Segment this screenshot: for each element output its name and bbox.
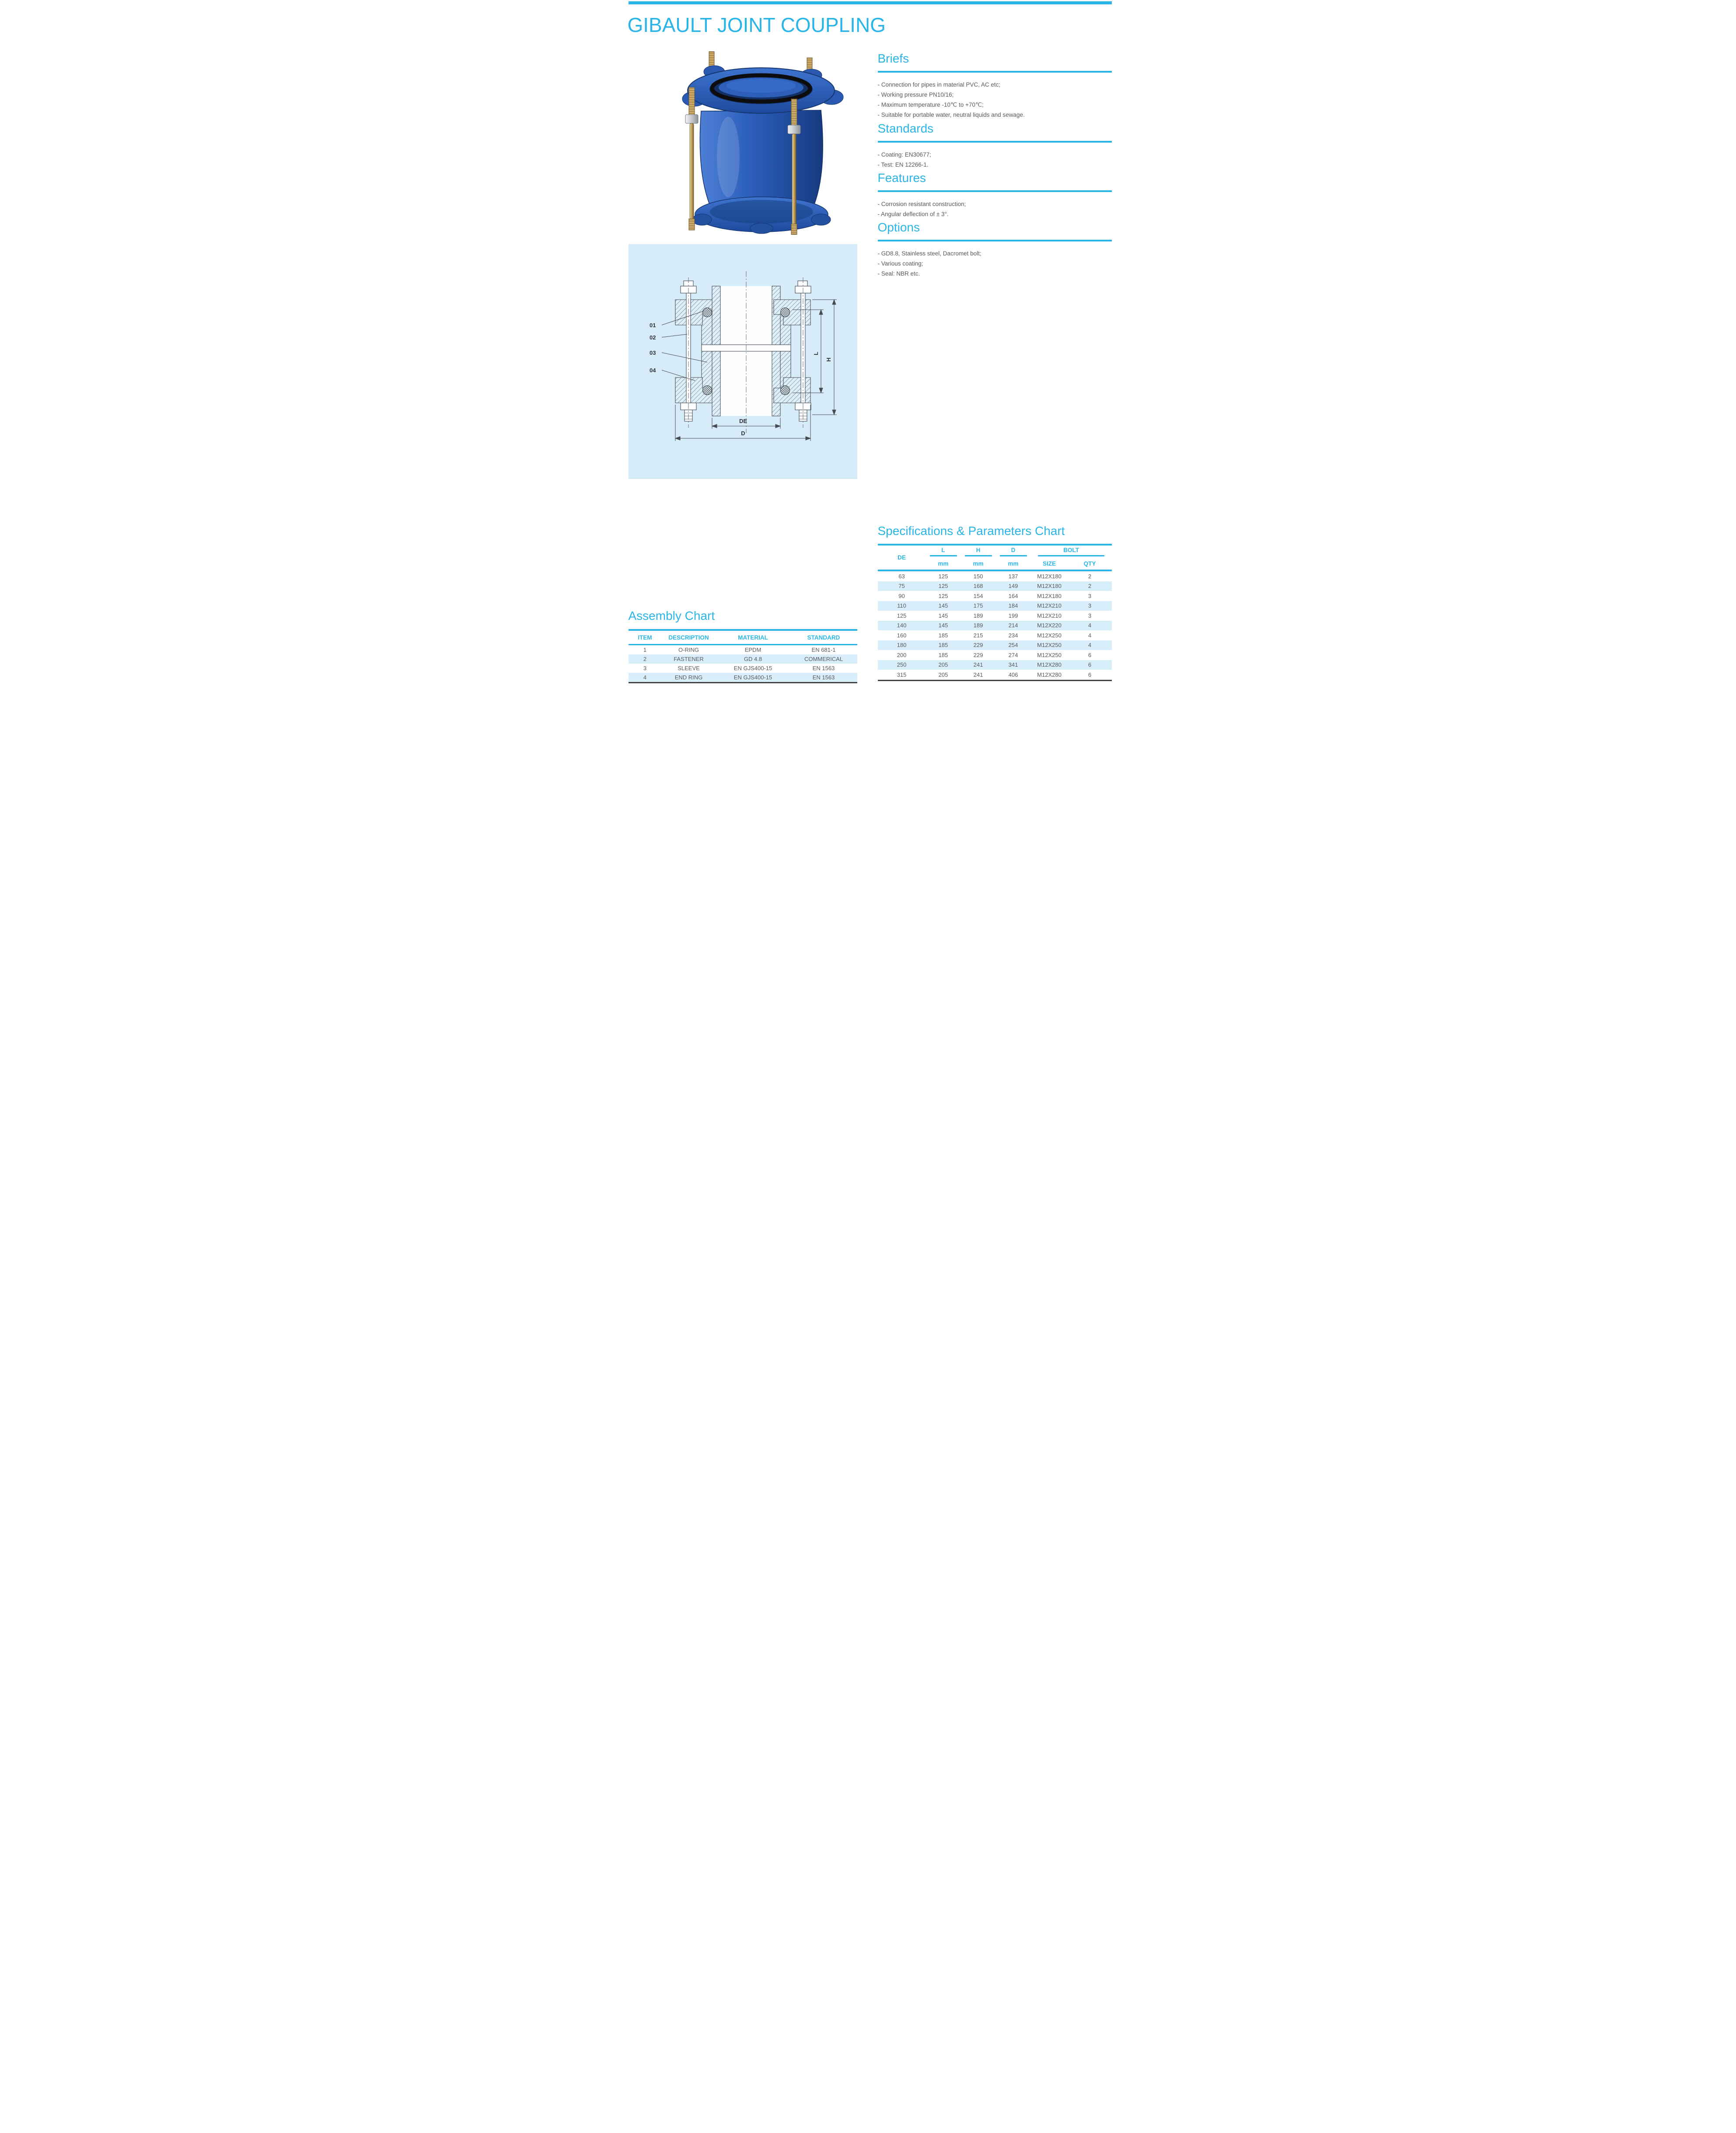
table-row — [629, 645, 857, 654]
table-cell: 1 — [643, 647, 647, 653]
coupling-photo-illustration — [662, 45, 872, 237]
table-cell: 4 — [1088, 632, 1092, 639]
bullet-item: - Working pressure PN10/16; — [877, 91, 954, 98]
table-cell: 229 — [973, 642, 983, 649]
table-cell: 137 — [1008, 573, 1018, 580]
heading-rule — [878, 141, 1112, 143]
table-cell: EN 681-1 — [811, 647, 836, 653]
table-cell: M12X280 — [1037, 671, 1062, 678]
table-cell: 145 — [938, 602, 948, 609]
table-cell: 234 — [1008, 632, 1018, 639]
col-header-description: DESCRIPTION — [668, 634, 709, 641]
col-header-item: ITEM — [638, 634, 652, 641]
table-cell: 205 — [938, 661, 948, 668]
table-cell: 160 — [897, 632, 907, 639]
table-cell: 6 — [1088, 671, 1092, 678]
table-cell: 2 — [1088, 583, 1092, 590]
table-cell: 215 — [973, 632, 983, 639]
table-row — [878, 571, 1112, 581]
product-photo — [662, 45, 872, 237]
section-heading: Features — [877, 171, 926, 185]
table-cell: 90 — [898, 592, 905, 599]
table-row — [629, 673, 857, 682]
table-cell: 274 — [1008, 651, 1018, 658]
options-list — [878, 248, 1112, 279]
section-assembly-chart — [629, 609, 857, 683]
table-cell: EN GJS400-15 — [734, 665, 772, 671]
table-cell: EN 1563 — [812, 665, 835, 671]
section-heading: Standards — [877, 122, 934, 135]
table-row — [629, 664, 857, 673]
table-cell: 406 — [1008, 671, 1018, 678]
table-cell: 315 — [897, 671, 907, 678]
table-cell: 184 — [1008, 602, 1018, 609]
table-cell: 185 — [938, 642, 948, 649]
table-row — [878, 640, 1112, 650]
table-cell: 125 — [938, 592, 948, 599]
table-cell: 164 — [1008, 592, 1018, 599]
standards-list — [878, 150, 1112, 170]
dim-label-l: L — [812, 352, 819, 355]
table-row — [878, 650, 1112, 660]
table-cell: 341 — [1008, 661, 1018, 668]
dim-label-de: DE — [739, 418, 747, 424]
table-cell: 2 — [1088, 573, 1092, 580]
table-cell: 229 — [973, 651, 983, 658]
table-cell: 241 — [973, 671, 983, 678]
heading-rule — [878, 240, 1112, 241]
table-cell: M12X250 — [1037, 642, 1062, 649]
table-cell: M12X280 — [1037, 661, 1062, 668]
table-row — [878, 591, 1112, 601]
table-cell: 168 — [973, 583, 983, 590]
table-cell: 110 — [897, 602, 906, 609]
table-cell: EN GJS400-15 — [734, 674, 772, 681]
table-cell: 250 — [897, 661, 907, 668]
assembly-table-header — [629, 631, 857, 645]
table-cell: M12X250 — [1037, 632, 1062, 639]
table-cell: 63 — [898, 573, 905, 580]
table-cell: 140 — [897, 622, 907, 629]
table-cell: 200 — [897, 651, 907, 658]
table-cell: M12X250 — [1037, 651, 1062, 658]
table-cell: 189 — [973, 612, 983, 619]
col-subheader-mm: mm — [938, 560, 949, 567]
bullet-item: - Various coating; — [877, 260, 923, 267]
dim-label-h: H — [825, 357, 832, 362]
table-cell: END RING — [674, 674, 703, 681]
col-subheader-qty: QTY — [1083, 560, 1096, 567]
table-cell: O-RING — [678, 647, 699, 653]
table-cell: 125 — [897, 612, 907, 619]
table-cell: 125 — [938, 573, 948, 580]
table-cell: GD 4.8 — [744, 656, 762, 662]
bullet-item: - Coating: EN30677; — [877, 151, 931, 158]
bullet-item: - Test: EN 12266-1. — [877, 161, 929, 168]
part-label-04: 04 — [649, 367, 656, 374]
part-label-02: 02 — [649, 334, 656, 341]
table-cell: 154 — [973, 592, 983, 599]
section-features — [878, 171, 1112, 219]
table-cell: 4 — [1088, 622, 1092, 629]
bottom-flange — [692, 197, 831, 234]
table-cell: 185 — [938, 632, 948, 639]
table-cell: 6 — [1088, 661, 1092, 668]
bullet-item: - Seal: NBR etc. — [877, 270, 920, 277]
table-cell: 145 — [938, 612, 948, 619]
table-cell: 254 — [1008, 642, 1018, 649]
briefs-list — [878, 80, 1112, 120]
section-spec-chart — [878, 524, 1112, 681]
assembly-table — [629, 629, 857, 683]
table-cell: 241 — [973, 661, 983, 668]
part-label-03: 03 — [649, 350, 656, 356]
spec-table-header — [878, 545, 1112, 570]
table-cell: 6 — [1088, 651, 1092, 658]
front-bolt-left — [685, 87, 698, 230]
table-row — [878, 601, 1112, 611]
table-cell: 3 — [1088, 602, 1092, 609]
table-cell: SLEEVE — [678, 665, 700, 671]
table-cell: EN 1563 — [812, 674, 835, 681]
bullet-item: - Connection for pipes in material PVC, AC etc; — [877, 81, 1001, 88]
part-label-01: 01 — [649, 322, 656, 329]
col-header-l: L — [926, 547, 961, 556]
datasheet-page — [588, 0, 1148, 688]
bullet-item: - GD8.8, Stainless steel, Dacromet bolt; — [877, 250, 982, 257]
bullet-item: - Corrosion resistant construction; — [877, 201, 966, 207]
bullet-item: - Angular deflection of ± 3°. — [877, 211, 949, 217]
table-cell: M12X180 — [1037, 592, 1062, 599]
technical-diagram — [629, 244, 857, 479]
table-cell: 75 — [898, 583, 905, 590]
table-cell: 214 — [1008, 622, 1018, 629]
col-subheader-mm: mm — [1008, 560, 1019, 567]
table-row — [878, 581, 1112, 591]
table-row — [878, 660, 1112, 670]
cross-section-drawing — [629, 244, 857, 479]
features-list — [878, 199, 1112, 219]
col-subheader-mm: mm — [973, 560, 984, 567]
heading-rule — [878, 190, 1112, 192]
table-cell: 175 — [973, 602, 983, 609]
table-cell: 3 — [1088, 612, 1092, 619]
bullet-item: - Maximum temperature -10℃ to +70℃; — [877, 101, 984, 108]
table-cell: 149 — [1008, 583, 1018, 590]
col-header-d: D — [996, 547, 1031, 556]
heading-rule — [878, 71, 1112, 73]
section-heading: Options — [877, 220, 920, 234]
spec-table-body — [878, 571, 1112, 680]
table-cell: 150 — [973, 573, 983, 580]
table-bottom-line — [878, 680, 1112, 681]
table-row — [878, 621, 1112, 631]
table-cell: 189 — [973, 622, 983, 629]
dim-label-d: D — [741, 430, 745, 437]
col-header-de: DE — [898, 554, 906, 561]
table-cell: 180 — [897, 642, 907, 649]
table-cell: M12X180 — [1037, 573, 1062, 580]
table-cell: 145 — [938, 622, 948, 629]
table-row — [878, 670, 1112, 680]
table-cell: 4 — [1088, 642, 1092, 649]
spec-table — [878, 544, 1112, 681]
table-cell: 199 — [1008, 612, 1018, 619]
assembly-chart-heading: Assembly Chart — [628, 609, 715, 622]
table-cell: 4 — [643, 674, 647, 681]
table-cell: FASTENER — [674, 656, 704, 662]
page-title: GIBAULT JOINT COUPLING — [627, 14, 886, 36]
bullet-item: - Suitable for portable water, neutral liquids and sewage. — [877, 112, 1025, 118]
section-standards — [878, 122, 1112, 170]
col-header-bolt: BOLT — [1031, 547, 1112, 556]
table-cell: EPDM — [744, 647, 761, 653]
col-header-material: MATERIAL — [738, 634, 768, 641]
table-cell: 205 — [938, 671, 948, 678]
table-cell: 3 — [1088, 592, 1092, 599]
table-cell: M12X180 — [1037, 583, 1062, 590]
assembly-table-body — [629, 645, 857, 682]
col-header-standard: STANDARD — [807, 634, 840, 641]
table-cell: COMMERICAL — [804, 656, 843, 662]
table-row — [878, 611, 1112, 621]
table-cell: M12X210 — [1037, 602, 1062, 609]
table-cell: M12X210 — [1037, 612, 1062, 619]
section-options — [878, 220, 1112, 279]
body-highlight — [717, 117, 740, 197]
top-flange — [682, 66, 843, 113]
section-heading: Briefs — [877, 52, 909, 65]
spec-chart-heading: Specifications & Parameters Chart — [877, 524, 1065, 538]
table-cell: 2 — [643, 656, 647, 662]
top-accent-line — [629, 1, 1112, 4]
table-row — [629, 654, 857, 664]
table-cell: M12X220 — [1037, 622, 1062, 629]
table-cell: 125 — [938, 583, 948, 590]
table-bottom-line — [629, 682, 857, 683]
table-cell: 185 — [938, 651, 948, 658]
col-subheader-size: SIZE — [1042, 560, 1056, 567]
table-row — [878, 630, 1112, 640]
col-header-h: H — [961, 547, 996, 556]
table-cell: 3 — [643, 665, 647, 671]
section-briefs — [878, 52, 1112, 120]
